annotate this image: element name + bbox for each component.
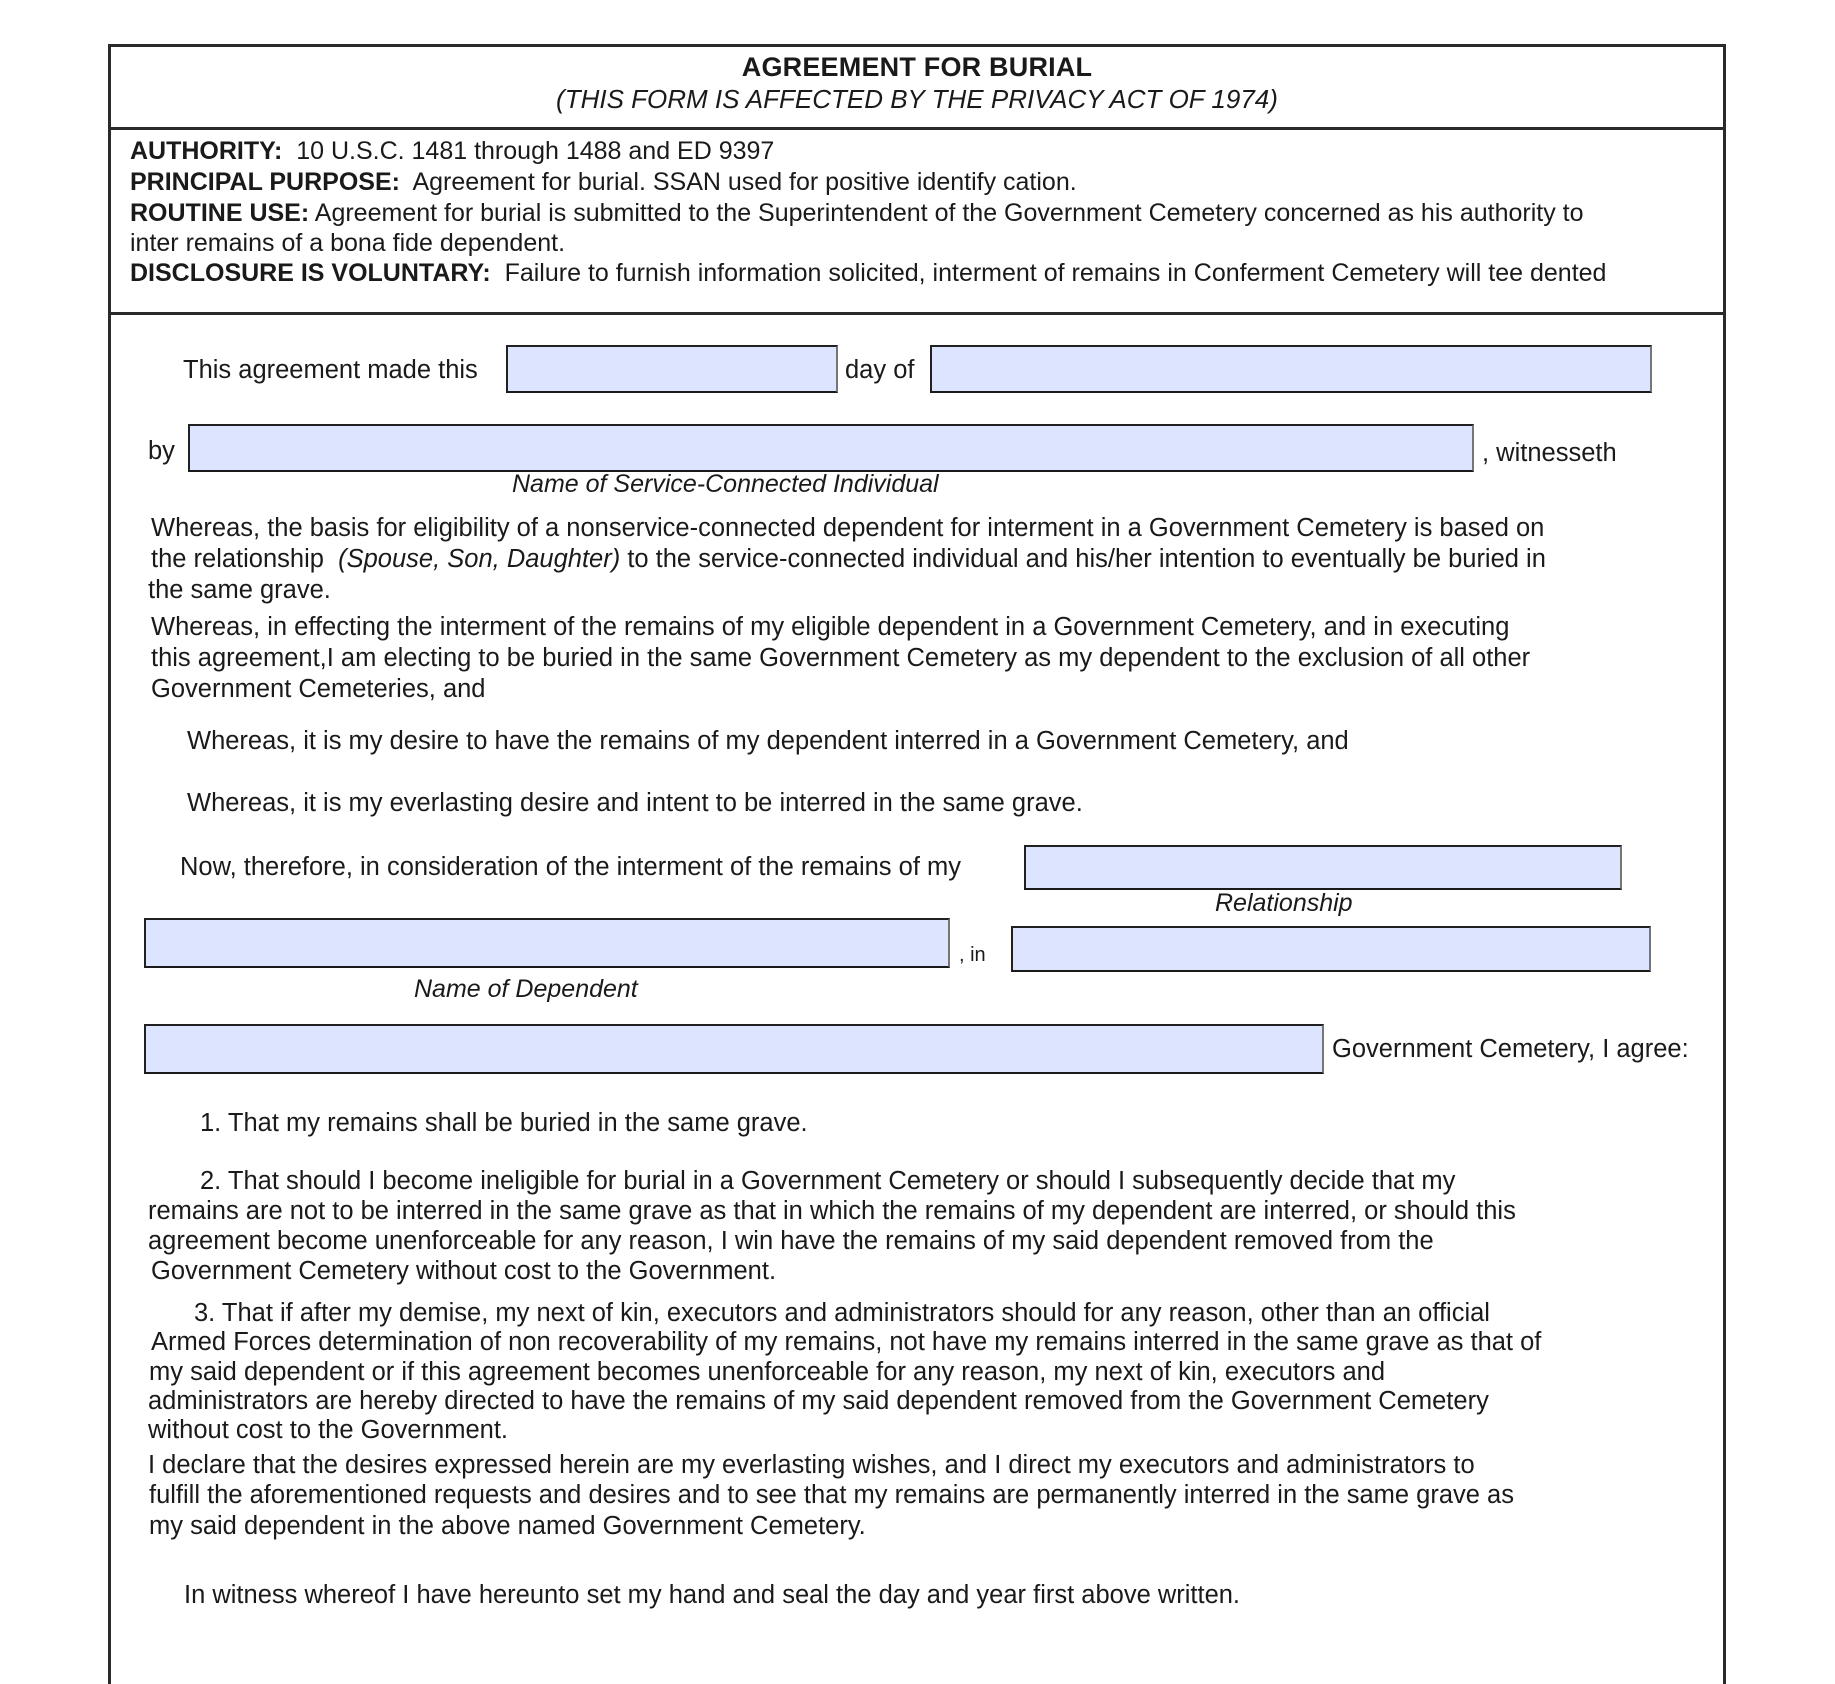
disclosure-label: DISCLOSURE IS VOLUNTARY: <box>130 259 491 287</box>
whereas-3: Whereas, it is my desire to have the remains of my dependent interred in a Government Cemetery, and <box>187 727 1349 755</box>
item-3-line-2: Armed Forces determination of non recoverability of my remains, not have my remains interred in the same grave as that of <box>151 1328 1542 1356</box>
relationship-examples: (Spouse, Son, Daughter) <box>338 545 621 573</box>
form-subtitle: (THIS FORM IS AFFECTED BY THE PRIVACY ACT OF 1974) <box>556 84 1278 114</box>
item-2-line-2: remains are not to be interred in the same grave as that in which the remains of my dependent are interred, or should this <box>148 1197 1516 1225</box>
privacy-statement <box>108 130 1726 315</box>
service-individual-input[interactable] <box>188 424 1474 472</box>
routine-line-2: inter remains of a bona fide dependent. <box>130 229 566 257</box>
item-3-line-4: administrators are hereby directed to have the remains of my said dependent removed from the Government Cemetery <box>148 1387 1489 1415</box>
item-3-line-1: 3. That if after my demise, my next of kin, executors and administrators should for any reason, other than an official <box>194 1299 1490 1327</box>
location-input[interactable] <box>1011 926 1651 972</box>
whereas-2-line-2: this agreement,I am electing to be buried in the same Government Cemetery as my dependent to the exclusion of all other <box>151 644 1531 672</box>
witness-statement: In witness whereof I have hereunto set my hand and seal the day and year first above written. <box>184 1581 1241 1609</box>
item-2-line-4: Government Cemetery without cost to the Government. <box>151 1257 777 1285</box>
purpose-text: Agreement for burial. SSAN used for positive identify cation. <box>412 168 1077 196</box>
whereas-1-line-2c: to the service-connected individual and his/her intention to eventually be buried in <box>627 545 1546 573</box>
whereas-1-line-2a: the relationship <box>151 545 324 573</box>
month-year-input[interactable] <box>930 345 1652 393</box>
purpose-label: PRINCIPAL PURPOSE: <box>130 168 400 196</box>
authority-label: AUTHORITY: <box>130 137 283 165</box>
dependent-name-input[interactable] <box>144 918 950 968</box>
relationship-input[interactable] <box>1024 845 1622 890</box>
disclosure-text: Failure to furnish information solicited, interment of remains in Conferment Cemetery will tee dented <box>504 259 1607 287</box>
whereas-1-line-2 <box>151 544 1546 574</box>
form-title: AGREEMENT FOR BURIAL <box>741 52 1093 82</box>
routine-text: Agreement for burial is submitted to the Superintendent of the Government Cemetery concerned as his authority to <box>314 199 1584 227</box>
whereas-2-line-3: Government Cemeteries, and <box>151 675 486 703</box>
routine-line <box>130 199 1584 228</box>
whereas-1-line-3: the same grave. <box>148 576 331 604</box>
dependent-caption: Name of Dependent <box>414 975 638 1003</box>
disclosure-line <box>130 259 1606 288</box>
day-of-label: day of <box>845 356 915 384</box>
declare-line-3: my said dependent in the above named Government Cemetery. <box>149 1512 866 1540</box>
item-3-line-5: without cost to the Government. <box>148 1416 509 1444</box>
item-2-line-3: agreement become unenforceable for any reason, I win have the remains of my said dependent removed from the <box>148 1227 1434 1255</box>
witnesseth-label: , witnesseth <box>1482 439 1617 467</box>
declare-line-1: I declare that the desires expressed herein are my everlasting wishes, and I direct my executors and administrators to <box>148 1451 1475 1479</box>
day-input[interactable] <box>506 345 838 393</box>
made-this-label: This agreement made this <box>183 356 478 384</box>
declare-line-2: fulfill the aforementioned requests and desires and to see that my remains are permanently interred in the same grave as <box>149 1481 1514 1509</box>
relationship-caption: Relationship <box>1215 889 1353 917</box>
whereas-2-line-1: Whereas, in effecting the interment of the remains of my eligible dependent in a Government Cemetery, and in executing <box>151 613 1510 641</box>
whereas-1-line-1: Whereas, the basis for eligibility of a nonservice-connected dependent for interment in a Government Cemetery is based on <box>151 514 1545 542</box>
form-header <box>108 44 1726 130</box>
item-1: 1. That my remains shall be buried in the same grave. <box>200 1109 808 1137</box>
comma-in-label: , in <box>959 944 986 966</box>
purpose-line <box>130 168 1077 197</box>
now-therefore-label: Now, therefore, in consideration of the interment of the remains of my <box>180 853 961 881</box>
authority-line <box>130 137 774 166</box>
cemetery-input[interactable] <box>144 1024 1324 1074</box>
item-2-line-1: 2. That should I become ineligible for burial in a Government Cemetery or should I subsequently decide that my <box>200 1167 1456 1195</box>
authority-text: 10 U.S.C. 1481 through 1488 and ED 9397 <box>296 137 775 165</box>
by-label: by <box>148 437 175 465</box>
government-cemetery-agree: Government Cemetery, I agree: <box>1332 1035 1689 1063</box>
routine-label: ROUTINE USE: <box>130 199 310 227</box>
whereas-4: Whereas, it is my everlasting desire and intent to be interred in the same grave. <box>187 789 1083 817</box>
service-individual-caption: Name of Service-Connected Individual <box>512 470 939 498</box>
item-3-line-3: my said dependent or if this agreement becomes unenforceable for any reason, my next of kin, executors and <box>149 1358 1386 1386</box>
